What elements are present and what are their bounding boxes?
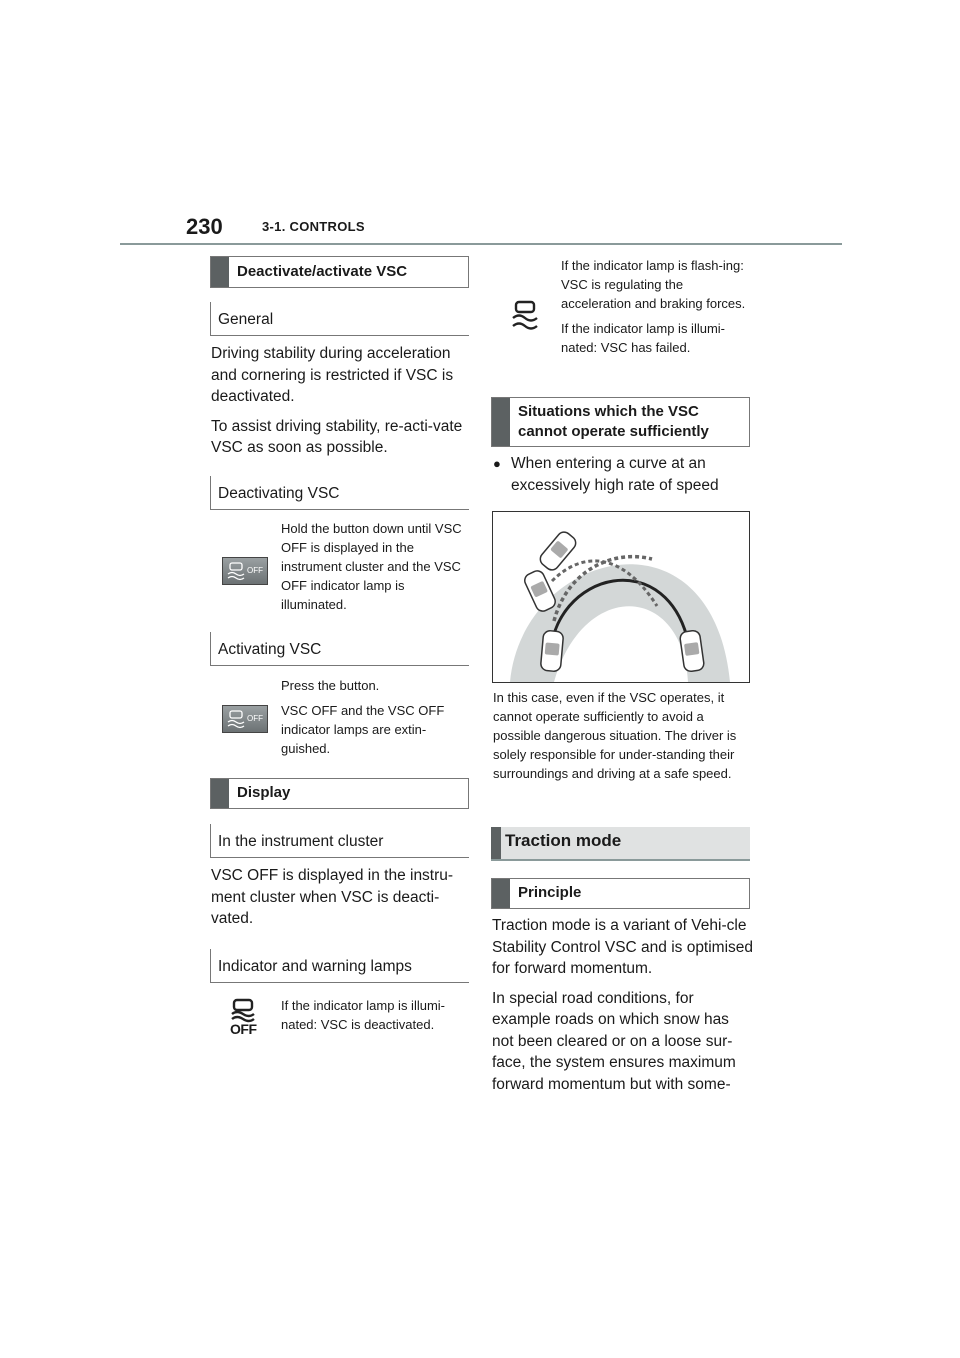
subheading-text: Activating VSC: [218, 641, 322, 658]
subheading-text: In the instrument cluster: [218, 833, 384, 850]
subheading-text: General: [218, 311, 274, 328]
off-label: OFF: [247, 714, 263, 723]
caption-text: [493, 688, 751, 789]
paragraph: If the indicator lamp is illumi-nated: VSC has failed.: [561, 321, 725, 355]
section-title: 3-1. CONTROLS: [262, 219, 365, 234]
banner-text: Traction mode: [505, 831, 622, 850]
banner-traction-mode: [491, 827, 750, 859]
subheading-activating: [210, 632, 469, 666]
activating-text: [281, 676, 471, 764]
paragraph: If the indicator lamp is flash-ing: VSC is regulating the acceleration and braking forces.: [561, 258, 746, 311]
paragraph: VSC OFF is displayed in the instru-ment cluster when VSC is deacti-vated.: [211, 867, 454, 927]
principle-body: [492, 915, 754, 1103]
general-body: [211, 343, 471, 467]
paragraph: If the indicator lamp is illumi-nated: VSC is deactivated.: [281, 998, 445, 1032]
off-label: OFF: [247, 566, 263, 575]
car-skid-icon: [226, 708, 248, 730]
subheading-lamps: [210, 949, 469, 983]
heading-bar: [211, 779, 229, 808]
vsc-button-icon: [222, 557, 268, 585]
banner-bar: [491, 827, 501, 859]
heading-display: [210, 778, 469, 809]
banner-line: [491, 859, 750, 861]
paragraph: VSC OFF and the VSC OFF indicator lamps are extin-guished.: [281, 703, 445, 756]
heading-text: Principle: [518, 884, 582, 901]
paragraph: In special road conditions, for example roads on which snow has not been cleared or on a loose sur-face, the system ensures maximum forward momentum but with some-: [492, 989, 736, 1093]
heading-bar: [492, 879, 510, 908]
vsc-lamp-icon: [509, 300, 541, 336]
heading-bar: [492, 398, 510, 446]
paragraph: Driving stability during acceleration and cornering is restricted if VSC is deactivated.: [211, 345, 454, 405]
header-rule: [120, 243, 842, 245]
paragraph: Press the button.: [281, 678, 380, 693]
paragraph: Hold the button down until VSC OFF is displayed in the instrument cluster and the VSC OFF indicator lamp is illuminated.: [281, 521, 462, 612]
cluster-body: [211, 865, 471, 938]
subheading-text: Deactivating VSC: [218, 485, 340, 502]
paragraph: To assist driving stability, re-acti-vate VSC as soon as possible.: [211, 417, 463, 456]
subheading-general: [210, 302, 469, 336]
subheading-deactivating: [210, 476, 469, 510]
paragraph: In this case, even if the VSC operates, it cannot operate sufficiently to avoid a possible dangerous situation. The driver is solely responsible for under-standing their surroundings and driving at a safe speed.: [493, 690, 737, 781]
paragraph: When entering a curve at an excessively high rate of speed: [511, 455, 719, 494]
car-icon: [540, 630, 563, 672]
heading-deactivate-vsc: [210, 256, 469, 288]
heading-text: Display: [237, 784, 291, 801]
paragraph: Traction mode is a variant of Vehi-cle Stability Control VSC and is optimised for forward momentum.: [492, 917, 754, 977]
vsc-button-icon: [222, 705, 268, 733]
heading-text: Situations which the VSC cannot operate sufficiently: [518, 403, 709, 440]
car-skid-icon: [226, 560, 248, 582]
flash-text: [561, 256, 751, 363]
off-lamp-label: OFF: [230, 1021, 257, 1037]
bullet-icon: ●: [493, 456, 501, 471]
heading-bar: [211, 257, 229, 287]
subheading-text: Indicator and warning lamps: [218, 958, 412, 975]
heading-situations: [491, 397, 750, 447]
subheading-cluster: [210, 824, 469, 858]
page-number: 230: [186, 214, 223, 239]
bullet-text: [511, 453, 741, 504]
lamp-off-text: [281, 996, 471, 1040]
car-curve-illustration: [492, 511, 750, 683]
heading-principle: [491, 878, 750, 909]
deactivating-text: [281, 519, 471, 620]
heading-text: Deactivate/activate VSC: [237, 263, 408, 280]
